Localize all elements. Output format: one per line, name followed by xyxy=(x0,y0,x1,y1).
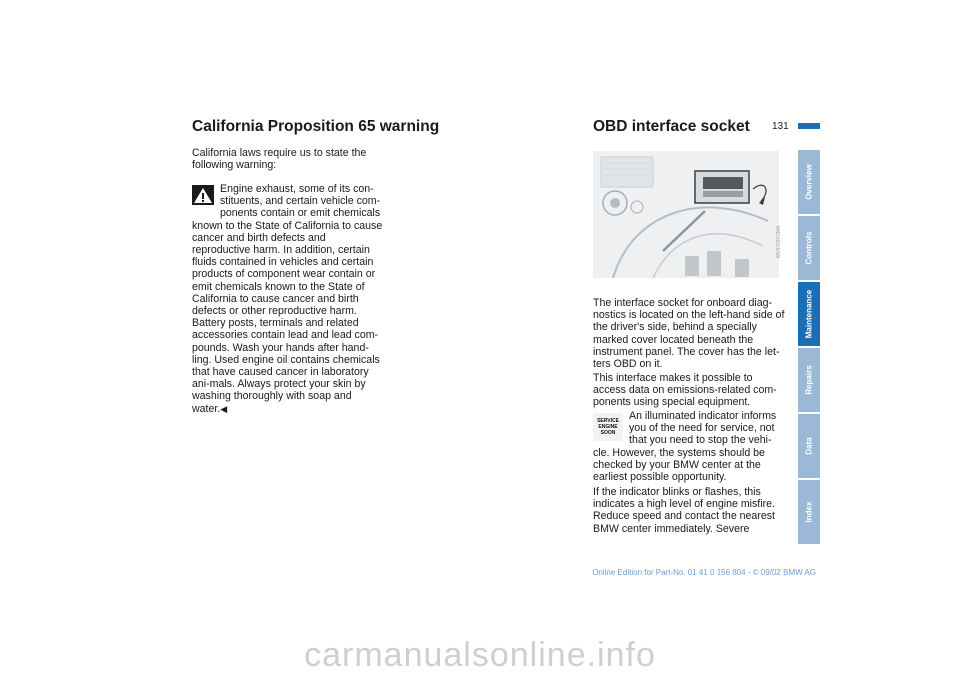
sidebar-tab-controls[interactable] xyxy=(798,216,820,280)
section-heading-obd: OBD interface socket xyxy=(593,118,750,135)
service-engine-soon-icon xyxy=(593,413,623,441)
warning-body: Engine exhaust, some of its con-stituents, and certain vehicle com-ponents contain or emit chemicals known to the State of California to cause cancer and birth defects and reproductive harm. In addition, certain fluids contained in vehicles and certain products of component wear contain or emit chemicals known to the State of California to cause cancer and birth defects or other reproductive harm. Battery posts, terminals and related accessories contain lead and lead com-pounds. Wash your hands after hand-ling. Used engine oil contains chemicals that have caused cancer in laboratory ani-mals. Always protect your skin by washing thoroughly with soap and water. xyxy=(192,183,383,415)
page-number: 131 xyxy=(772,121,789,132)
sidebar-tab-maintenance[interactable] xyxy=(798,282,820,346)
footer-edition: Online Edition for Part-No. 01 41 0 156 804 - © 09/02 BMW AG xyxy=(592,568,816,577)
obd-paragraph-4: If the indicator blinks or flashes, this indicates a high level of engine misfire. Reduce speed and contact the nearest BMW center immediately. Severe xyxy=(593,486,775,535)
service-icon-line-2: ENGINE xyxy=(598,424,618,430)
obd-paragraph-3 xyxy=(593,410,785,483)
end-mark-icon: ◀ xyxy=(220,403,228,414)
chapter-sidebar xyxy=(798,150,820,546)
prop65-warning-text xyxy=(192,183,384,415)
figure-code: MV07097CMA xyxy=(776,225,782,258)
prop65-intro: California laws require us to state the following warning: xyxy=(192,147,367,172)
sidebar-tab-data[interactable] xyxy=(798,414,820,478)
obd-socket-illustration xyxy=(593,151,779,278)
sidebar-tab-label: Overview xyxy=(804,164,814,200)
warning-triangle-icon xyxy=(192,185,214,205)
sidebar-tab-repairs[interactable] xyxy=(798,348,820,412)
sidebar-tab-label: Index xyxy=(804,501,814,523)
sidebar-tab-label: Maintenance xyxy=(804,289,814,339)
page-accent-tab xyxy=(798,123,820,129)
sidebar-tab-label: Controls xyxy=(804,231,814,265)
service-icon-line-1: SERVICE xyxy=(597,418,619,424)
sidebar-tab-overview[interactable] xyxy=(798,150,820,214)
sidebar-tab-label: Repairs xyxy=(804,365,814,395)
service-icon-line-3: SOON xyxy=(600,430,616,436)
obd-paragraph-1: The interface socket for onboard diag-nostics is located on the left-hand side of the driver's side, behind a specially marked cover located beneath the instrument panel. The cover has the let-ters OBD on it. xyxy=(593,297,785,371)
section-heading-prop65: California Proposition 65 warning xyxy=(192,118,440,135)
dashboard-drawing xyxy=(593,151,779,278)
indicator-text: An illuminated indicator informs you of the need for service, not that you need to stop the vehi-cle. However, the systems should be checked by your BMW center at the earliest possible opportunity. xyxy=(593,410,777,484)
obd-paragraph-2: This interface makes it possible to access data on emissions-related com-ponents using special equipment. xyxy=(593,372,777,409)
sidebar-tab-label: Data xyxy=(804,437,814,455)
site-watermark: carmanualsonline.info xyxy=(304,636,656,674)
sidebar-tab-index[interactable] xyxy=(798,480,820,544)
